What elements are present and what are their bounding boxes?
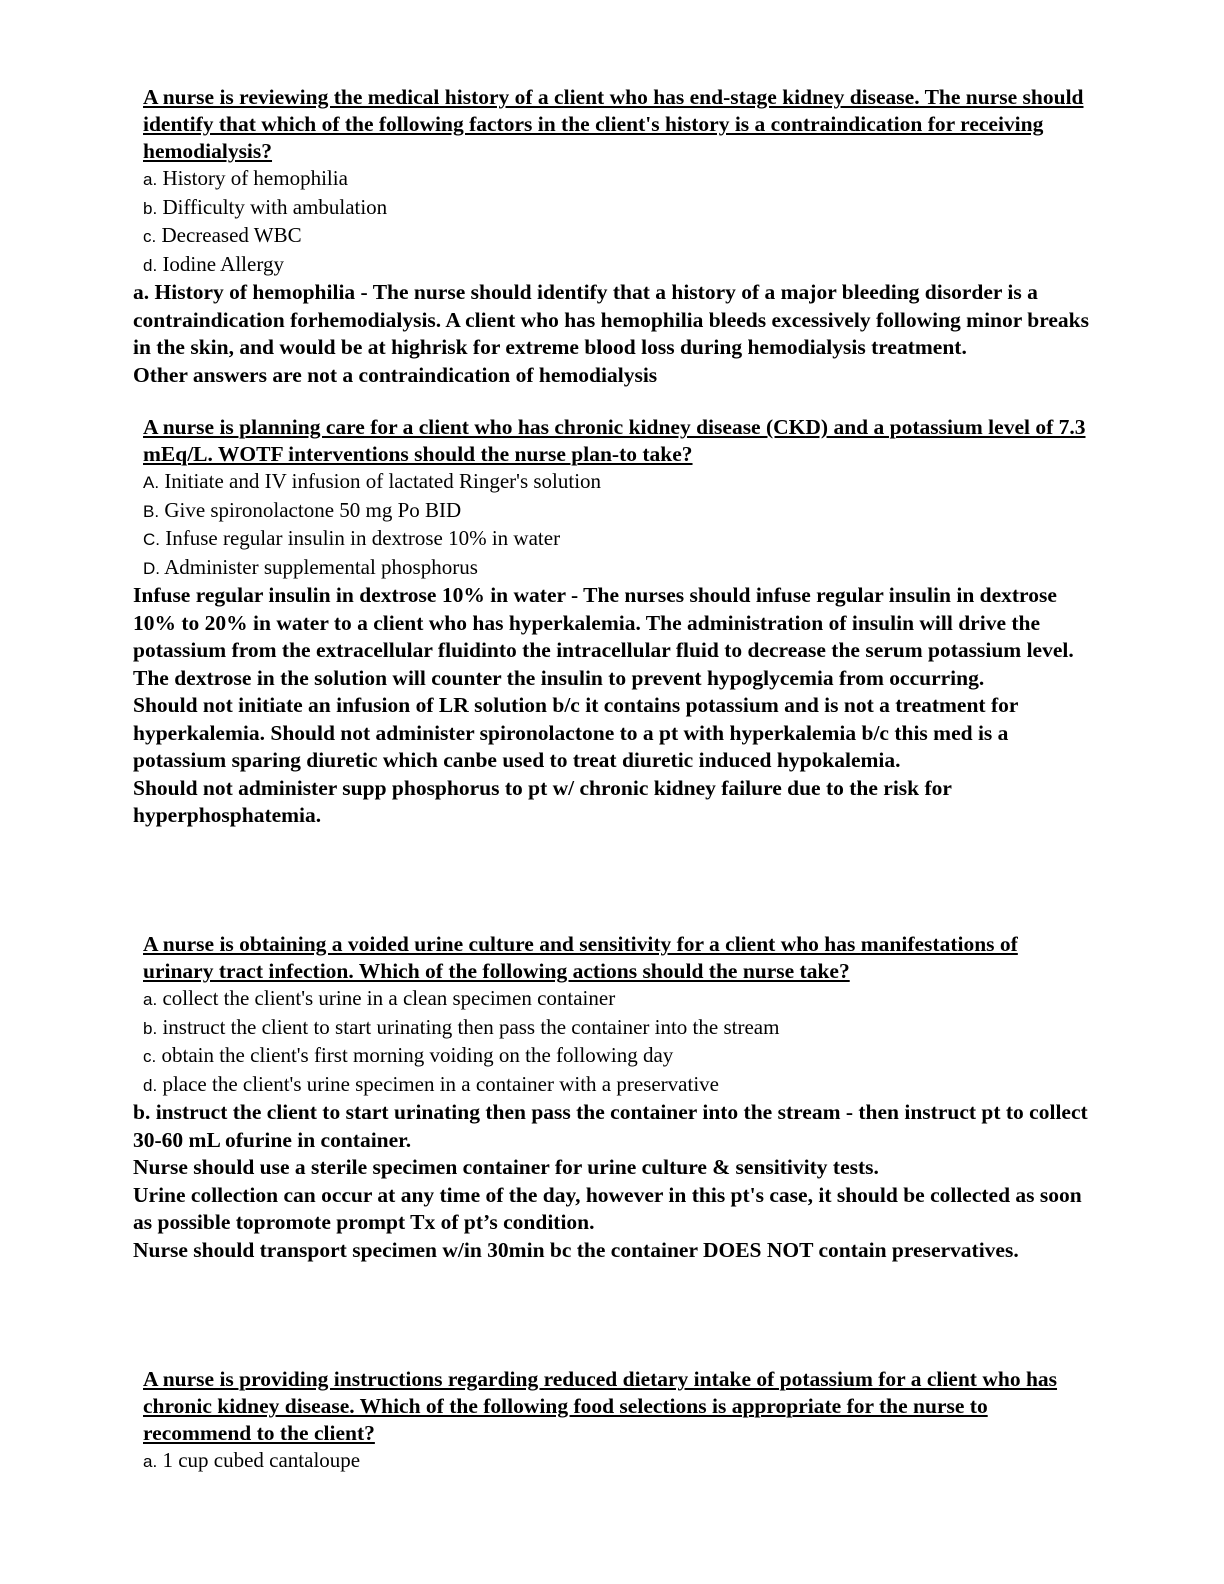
answer-option-b [143, 194, 1093, 223]
option-text: collect the client's urine in a clean specimen container [157, 986, 616, 1010]
option-text: Initiate and IV infusion of lactated Ringer's solution [159, 469, 602, 493]
option-letter: b. [143, 1018, 158, 1038]
option-text: Iodine Allergy [157, 251, 284, 276]
answer-rationale: Infuse regular insulin in dextrose 10% in water - The nurses should infuse regular insulin in dextrose 10% to 20% in water to a client who has hyperkalemia. The administration of insulin will drive the potassium from the extracellular fluidinto the intracellular fluid to decrease the serum potassium level. The dextrose in the solution will counter the insulin to prevent hypoglycemia from occurring. [133, 583, 1074, 690]
rationale-note: Nurse should use a sterile specimen container for urine culture & sensitivity tests. [133, 1155, 879, 1179]
question-block-3 [133, 931, 1093, 1264]
rationale-note: Urine collection can occur at any time of the day, however in this pt's case, it should be collected as soon as possible topromote prompt Tx of pt’s condition. [133, 1182, 1082, 1234]
question-block-1 [133, 84, 1093, 389]
rationale-note: Nurse should transport specimen w/in 30min bc the container DOES NOT contain preservatives. [133, 1237, 1019, 1262]
option-text: Infuse regular insulin in dextrose 10% in water [160, 526, 561, 550]
question-text: A nurse is providing instructions regarding reduced dietary intake of potassium for a client who has chronic kidney disease. Which of the following food selections is appropriate for the nurse to recommend to the client? [143, 1367, 1058, 1445]
answer-option-b [143, 497, 1093, 526]
question-text: A nurse is obtaining a voided urine culture and sensitivity for a client who has manifestations of urinary tract infection. Which of the following actions should the nurse take? [143, 932, 1018, 983]
option-text: place the client's urine specimen in a container with a preservative [157, 1071, 719, 1096]
option-letter: A. [143, 473, 160, 492]
answer-option-c [143, 1042, 1093, 1071]
option-letter: C. [143, 530, 160, 549]
answer-option-b [143, 1014, 1093, 1043]
question-block-2 [133, 414, 1093, 830]
answer-rationale: b. instruct the client to start urinating then pass the container into the stream - then instruct pt to collect 30-60 mL ofurine in container. [133, 1100, 1088, 1152]
rationale-note: Should not initiate an infusion of LR solution b/c it contains potassium and is not a treatment for hyperkalemia. Should not administer spironolactone to a pt with hyperkalemia b/c this med is a potassium sparing diuretic which canbe used to treat diuretic induced hypokalemia. [133, 693, 1019, 772]
option-letter: d. [143, 1075, 158, 1095]
answer-option-c [143, 222, 1093, 251]
option-letter: a. [143, 1452, 158, 1471]
answer-option-a [143, 985, 1093, 1014]
option-letter: a. [143, 990, 158, 1009]
question-text: A nurse is planning care for a client who has chronic kidney disease (CKD) and a potassium level of 7.3 mEq/L. WOTF interventions should the nurse plan-to take? [143, 415, 1086, 466]
question-block-4 [133, 1366, 1093, 1476]
option-text: Decreased WBC [156, 223, 302, 247]
answer-option-d [143, 554, 1093, 583]
option-text: Give spironolactone 50 mg Po BID [159, 497, 462, 522]
answer-option-c [143, 525, 1093, 554]
option-letter: D. [143, 558, 160, 578]
option-text: History of hemophilia [157, 166, 348, 190]
option-letter: b. [143, 198, 158, 218]
answer-option-a [143, 1447, 1093, 1476]
rationale-note: Should not administer supp phosphorus to pt w/ chronic kidney failure due to the risk for hyperphosphatemia. [133, 775, 952, 827]
answer-option-d [143, 1071, 1093, 1100]
answer-option-a [143, 468, 1093, 497]
option-text: instruct the client to start urinating then pass the container into the stream [157, 1014, 780, 1039]
option-letter: B. [143, 501, 160, 521]
option-text: Administer supplemental phosphorus [160, 554, 478, 579]
option-letter: c. [143, 1047, 157, 1066]
rationale-note: Other answers are not a contraindication of hemodialysis [133, 362, 658, 387]
answer-option-d [143, 251, 1093, 280]
question-text: A nurse is reviewing the medical history of a client who has end-stage kidney disease. The nurse should identify that which of the following factors in the client's history is a contraindication for receiving hemodialysis? [143, 85, 1084, 163]
option-letter: c. [143, 227, 157, 246]
option-letter: a. [143, 170, 158, 189]
option-text: 1 cup cubed cantaloupe [157, 1448, 361, 1472]
option-letter: d. [143, 255, 158, 275]
option-text: Difficulty with ambulation [157, 194, 388, 219]
option-text: obtain the client's first morning voiding on the following day [156, 1043, 674, 1067]
answer-rationale: a. History of hemophilia - The nurse should identify that a history of a major bleeding disorder is a contraindication forhemodialysis. A client who has hemophilia bleeds excessively following minor breaks in the skin, and would be at highrisk for extreme blood loss during hemodialysis treatment. [133, 280, 1090, 359]
answer-option-a [143, 165, 1093, 194]
